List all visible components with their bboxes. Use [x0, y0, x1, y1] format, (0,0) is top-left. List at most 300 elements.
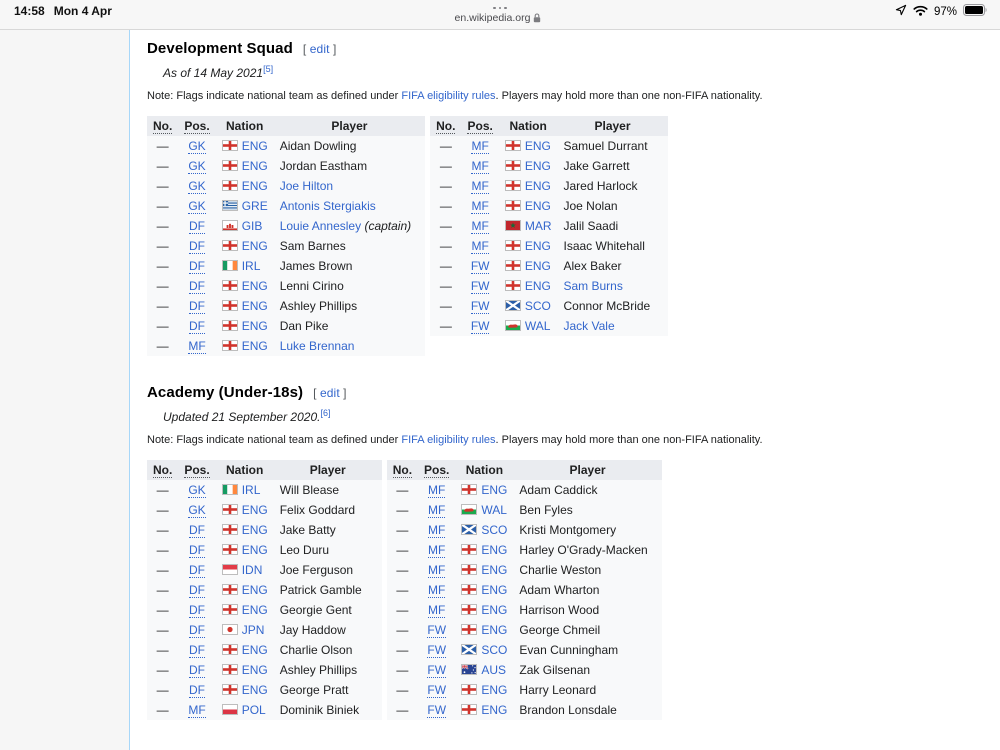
eng-flag-icon	[222, 140, 238, 151]
player-row	[147, 236, 425, 256]
player-row	[147, 296, 425, 316]
position-link[interactable]: DF	[189, 543, 206, 557]
player-name: Dominik Biniek	[279, 703, 360, 717]
player-number: —	[156, 703, 169, 717]
player-name: Jordan Eastham	[279, 159, 368, 173]
table-header-row	[387, 460, 662, 480]
player-row	[387, 500, 662, 520]
table-header-row	[147, 116, 425, 136]
player-number: —	[156, 523, 169, 537]
gre-flag-icon	[222, 200, 238, 211]
position-link[interactable]: FW	[427, 663, 447, 677]
browser-viewport	[0, 30, 1000, 750]
nation-link[interactable]: ENG	[241, 279, 268, 293]
nation-link[interactable]: WAL	[524, 319, 551, 333]
nation-link[interactable]: ENG	[241, 583, 268, 597]
nation-link[interactable]: JPN	[241, 623, 265, 637]
position-link[interactable]: MF	[471, 159, 489, 173]
reference-link[interactable]: [6]	[320, 408, 331, 418]
position-link[interactable]: DF	[189, 319, 206, 333]
battery-icon	[963, 4, 988, 19]
player-name: Adam Caddick	[519, 483, 598, 497]
nation-link[interactable]: AUS	[481, 663, 507, 677]
player-number: —	[156, 643, 169, 657]
table-header-row	[147, 460, 382, 480]
position-link[interactable]: MF	[428, 583, 446, 597]
player-name: Zak Gilsenan	[519, 663, 591, 677]
player-row	[430, 256, 667, 276]
column-header-player: Player	[558, 116, 668, 136]
player-number: —	[439, 239, 452, 253]
edit-section-link[interactable]: edit	[309, 42, 330, 56]
position-link[interactable]: FW	[470, 319, 490, 333]
player-name-link[interactable]: Sam Burns	[563, 279, 623, 293]
position-link[interactable]: FW	[470, 299, 490, 313]
edit-section: [ edit ]	[302, 42, 337, 56]
nation-link[interactable]: ENG	[241, 299, 268, 313]
player-number: —	[439, 199, 452, 213]
player-name: Patrick Gamble	[279, 583, 362, 597]
position-link[interactable]: DF	[189, 603, 206, 617]
player-row	[387, 620, 662, 640]
nation-link[interactable]: ENG	[241, 319, 268, 333]
player-number: —	[156, 219, 169, 233]
player-name: Leo Duru	[279, 543, 330, 557]
nation-link[interactable]: ENG	[241, 683, 268, 697]
nation-link[interactable]: GIB	[241, 219, 263, 233]
nation-link[interactable]: SCO	[524, 299, 551, 313]
player-number: —	[396, 483, 409, 497]
player-number: —	[439, 259, 452, 273]
player-row	[147, 256, 425, 276]
status-bar	[0, 0, 1000, 30]
position-link[interactable]: MF	[428, 503, 446, 517]
captain-note: (captain)	[361, 219, 412, 233]
eng-flag-icon	[461, 584, 477, 595]
reference-link[interactable]: [5]	[263, 64, 274, 74]
position-link[interactable]: MF	[428, 523, 446, 537]
section-title: Development Squad	[147, 40, 293, 57]
player-number: —	[156, 563, 169, 577]
column-header-pos: Pos.	[461, 116, 498, 136]
sco-flag-icon	[461, 644, 477, 655]
player-number: —	[439, 139, 452, 153]
player-name: Lenni Cirino	[279, 279, 344, 293]
position-link[interactable]: MF	[471, 199, 489, 213]
player-number: —	[439, 279, 452, 293]
player-row	[387, 560, 662, 580]
nation-link[interactable]: ENG	[241, 239, 268, 253]
nation-link[interactable]: ENG	[481, 703, 508, 717]
as-of-dateline: Updated 21 September 2020.[6]	[163, 408, 331, 424]
position-link[interactable]: MF	[188, 703, 206, 717]
nation-link[interactable]: ENG	[524, 199, 551, 213]
player-number: —	[156, 139, 169, 153]
player-name: Charlie Weston	[519, 563, 602, 577]
player-name-link[interactable]: Luke Brennan	[279, 339, 355, 353]
nation-link[interactable]: ENG	[481, 483, 508, 497]
nation-link[interactable]: ENG	[524, 179, 551, 193]
player-number: —	[156, 319, 169, 333]
player-row	[147, 700, 382, 720]
eng-flag-icon	[222, 544, 238, 555]
nation-link[interactable]: WAL	[481, 503, 507, 517]
gib-flag-icon	[222, 220, 238, 231]
column-header-pos: Pos.	[418, 460, 455, 480]
nation-link[interactable]: ENG	[481, 623, 508, 637]
player-name-link[interactable]: Joe Hilton	[279, 179, 334, 193]
nation-link[interactable]: ENG	[481, 683, 508, 697]
player-number: —	[396, 583, 409, 597]
column-header-pos: Pos.	[178, 116, 215, 136]
player-number: —	[156, 299, 169, 313]
player-row	[430, 176, 667, 196]
nation-link[interactable]: SCO	[481, 643, 508, 657]
player-name: Charlie Olson	[279, 643, 353, 657]
nation-link[interactable]: ENG	[524, 279, 551, 293]
eng-flag-icon	[222, 240, 238, 251]
player-name: Kristi Montgomery	[519, 523, 617, 537]
nation-link[interactable]: ENG	[241, 643, 268, 657]
player-name: Jake Batty	[279, 523, 336, 537]
nation-link[interactable]: ENG	[524, 259, 551, 273]
player-row	[147, 216, 425, 236]
squad-tables	[147, 116, 980, 356]
player-number: —	[439, 179, 452, 193]
player-row	[147, 540, 382, 560]
aus-flag-icon	[461, 664, 477, 675]
player-row	[430, 276, 667, 296]
player-name-link[interactable]: Louie Annesley	[279, 219, 362, 233]
nation-link[interactable]: ENG	[524, 139, 551, 153]
player-number: —	[156, 583, 169, 597]
lock-icon	[533, 13, 541, 23]
eng-flag-icon	[505, 200, 521, 211]
nation-link[interactable]: ENG	[241, 503, 268, 517]
eng-flag-icon	[222, 584, 238, 595]
eng-flag-icon	[222, 300, 238, 311]
player-row	[147, 156, 425, 176]
nation-link[interactable]: ENG	[241, 543, 268, 557]
player-number: —	[156, 159, 169, 173]
section-heading	[147, 40, 980, 57]
eng-flag-icon	[461, 624, 477, 635]
position-link[interactable]: DF	[189, 279, 206, 293]
article-content	[130, 30, 1000, 750]
position-link[interactable]: MF	[471, 239, 489, 253]
eng-flag-icon	[505, 260, 521, 271]
position-link[interactable]: MF	[428, 543, 446, 557]
nation-link[interactable]: ENG	[524, 239, 551, 253]
player-row	[147, 620, 382, 640]
jpn-flag-icon	[222, 624, 238, 635]
player-number: —	[396, 623, 409, 637]
squad-table	[387, 460, 662, 720]
irl-flag-icon	[222, 484, 238, 495]
position-link[interactable]: GK	[188, 139, 206, 153]
eng-flag-icon	[222, 280, 238, 291]
position-link[interactable]: DF	[189, 523, 206, 537]
player-row	[387, 700, 662, 720]
position-link[interactable]: GK	[188, 199, 206, 213]
player-row	[147, 316, 425, 336]
player-name: Jay Haddow	[279, 623, 346, 637]
status-time: 14:58	[14, 4, 45, 18]
player-name: Dan Pike	[279, 319, 329, 333]
player-number: —	[396, 703, 409, 717]
fifa-eligibility-rules-link[interactable]: FIFA eligibility rules	[401, 90, 496, 102]
player-row	[147, 560, 382, 580]
column-header-no: No.	[387, 460, 418, 480]
position-link[interactable]: MF	[471, 179, 489, 193]
nation-link[interactable]: ENG	[481, 543, 508, 557]
flags-note: Note: Flags indicate national team as defined under FIFA eligibility rules. Players may hold more than one non-FIFA nationality.	[147, 90, 763, 102]
player-row	[147, 176, 425, 196]
player-row	[430, 156, 667, 176]
pol-flag-icon	[222, 704, 238, 715]
player-name: George Chmeil	[519, 623, 601, 637]
position-link[interactable]: DF	[189, 683, 206, 697]
nation-link[interactable]: IRL	[241, 483, 261, 497]
address-bar[interactable]	[0, 3, 1000, 24]
location-icon	[895, 4, 907, 19]
player-row	[387, 680, 662, 700]
position-link[interactable]: DF	[189, 239, 206, 253]
column-header-nation: Nation	[499, 116, 558, 136]
column-header-no: No.	[147, 460, 178, 480]
position-link[interactable]: GK	[188, 179, 206, 193]
player-row	[147, 500, 382, 520]
column-header-no: No.	[430, 116, 461, 136]
column-header-nation: Nation	[216, 116, 274, 136]
player-number: —	[396, 683, 409, 697]
eng-flag-icon	[505, 280, 521, 291]
player-row	[147, 336, 425, 356]
player-name: Samuel Durrant	[563, 139, 648, 153]
squad-section	[147, 40, 980, 356]
position-link[interactable]: MF	[188, 339, 206, 353]
player-number: —	[156, 339, 169, 353]
wal-flag-icon	[461, 504, 477, 515]
player-name: Ashley Phillips	[279, 299, 358, 313]
mar-flag-icon	[505, 220, 521, 231]
eng-flag-icon	[505, 140, 521, 151]
position-link[interactable]: MF	[428, 603, 446, 617]
position-link[interactable]: MF	[428, 563, 446, 577]
nation-link[interactable]: POL	[241, 703, 266, 717]
nation-link[interactable]: ENG	[481, 583, 508, 597]
player-name: Connor McBride	[563, 299, 651, 313]
nation-link[interactable]: ENG	[481, 563, 508, 577]
page-actions-dots-icon[interactable]	[0, 3, 1000, 9]
eng-flag-icon	[222, 644, 238, 655]
nation-link[interactable]: ENG	[241, 339, 268, 353]
nation-link[interactable]: GRE	[241, 199, 268, 213]
player-row	[430, 196, 667, 216]
player-number: —	[396, 603, 409, 617]
player-name: Isaac Whitehall	[563, 239, 645, 253]
player-row	[430, 136, 667, 156]
player-number: —	[156, 279, 169, 293]
player-number: —	[156, 503, 169, 517]
player-number: —	[156, 179, 169, 193]
player-row	[387, 580, 662, 600]
position-link[interactable]: FW	[470, 259, 490, 273]
eng-flag-icon	[505, 240, 521, 251]
nation-link[interactable]: ENG	[524, 159, 551, 173]
player-number: —	[396, 643, 409, 657]
position-link[interactable]: FW	[427, 703, 447, 717]
player-name-link[interactable]: Antonis Stergiakis	[279, 199, 376, 213]
position-link[interactable]: DF	[189, 563, 206, 577]
player-name-link[interactable]: Jack Vale	[563, 319, 615, 333]
player-number: —	[156, 483, 169, 497]
player-name: Harrison Wood	[519, 603, 600, 617]
player-name: Will Blease	[279, 483, 340, 497]
status-date: Mon 4 Apr	[53, 4, 112, 18]
player-number: —	[396, 503, 409, 517]
player-number: —	[396, 543, 409, 557]
nation-link[interactable]: SCO	[481, 523, 508, 537]
player-name: Adam Wharton	[519, 583, 600, 597]
nation-link[interactable]: IDN	[241, 563, 263, 577]
nation-link[interactable]: ENG	[241, 179, 268, 193]
nation-link[interactable]: ENG	[241, 603, 268, 617]
player-number: —	[439, 159, 452, 173]
eng-flag-icon	[461, 564, 477, 575]
eng-flag-icon	[505, 160, 521, 171]
player-number: —	[156, 239, 169, 253]
wifi-icon	[913, 5, 928, 19]
player-row	[387, 600, 662, 620]
position-link[interactable]: DF	[189, 259, 206, 273]
eng-flag-icon	[222, 160, 238, 171]
position-link[interactable]: MF	[428, 483, 446, 497]
eng-flag-icon	[505, 180, 521, 191]
nation-link[interactable]: IRL	[241, 259, 261, 273]
position-link[interactable]: DF	[189, 583, 206, 597]
player-name: Jake Garrett	[563, 159, 630, 173]
idn-flag-icon	[222, 564, 238, 575]
player-number: —	[156, 259, 169, 273]
player-number: —	[439, 219, 452, 233]
position-link[interactable]: FW	[427, 643, 447, 657]
player-row	[387, 640, 662, 660]
edit-section-link[interactable]: edit	[320, 386, 340, 400]
player-row	[147, 640, 382, 660]
player-name: Harry Leonard	[519, 683, 597, 697]
position-link[interactable]: FW	[427, 683, 447, 697]
section-heading	[147, 384, 980, 401]
eng-flag-icon	[222, 340, 238, 351]
player-name: Georgie Gent	[279, 603, 352, 617]
player-name: Sam Barnes	[279, 239, 346, 253]
player-number: —	[156, 683, 169, 697]
player-name: Joe Nolan	[563, 199, 618, 213]
player-name: Alex Baker	[563, 259, 622, 273]
as-of-dateline: As of 14 May 2021[5]	[163, 64, 274, 80]
position-link[interactable]: DF	[189, 623, 206, 637]
player-row	[147, 196, 425, 216]
column-header-player: Player	[274, 460, 382, 480]
status-right	[895, 4, 988, 19]
player-row	[430, 296, 667, 316]
eng-flag-icon	[222, 180, 238, 191]
eng-flag-icon	[461, 544, 477, 555]
player-name: George Pratt	[279, 683, 349, 697]
player-row	[147, 136, 425, 156]
sidebar-area	[0, 30, 130, 750]
position-link[interactable]: DF	[189, 643, 206, 657]
player-row	[147, 520, 382, 540]
player-row	[387, 520, 662, 540]
table-header-row	[430, 116, 667, 136]
player-name: Felix Goddard	[279, 503, 356, 517]
player-name: Harley O'Grady-Macken	[519, 543, 648, 557]
position-link[interactable]: FW	[427, 623, 447, 637]
player-name: Brandon Lonsdale	[519, 703, 617, 717]
player-number: —	[396, 563, 409, 577]
position-link[interactable]: FW	[470, 279, 490, 293]
player-row	[387, 480, 662, 500]
position-link[interactable]: GK	[188, 159, 206, 173]
squad-tables	[147, 460, 980, 720]
edit-section: [ edit ]	[313, 386, 347, 400]
player-row	[387, 540, 662, 560]
eng-flag-icon	[222, 524, 238, 535]
player-row	[147, 276, 425, 296]
position-link[interactable]: GK	[188, 483, 206, 497]
nation-link[interactable]: ENG	[241, 159, 268, 173]
sco-flag-icon	[461, 524, 477, 535]
position-link[interactable]: DF	[189, 299, 206, 313]
eng-flag-icon	[461, 684, 477, 695]
position-link[interactable]: DF	[189, 219, 206, 233]
nation-link[interactable]: ENG	[241, 139, 268, 153]
wal-flag-icon	[505, 320, 521, 331]
player-number: —	[396, 663, 409, 677]
position-link[interactable]: DF	[189, 663, 206, 677]
player-row	[147, 600, 382, 620]
player-name: Aidan Dowling	[279, 139, 357, 153]
eng-flag-icon	[461, 704, 477, 715]
player-name: Jared Harlock	[563, 179, 638, 193]
column-header-nation: Nation	[216, 460, 274, 480]
column-header-player: Player	[513, 460, 661, 480]
nation-link[interactable]: ENG	[241, 663, 268, 677]
fifa-eligibility-rules-link[interactable]: FIFA eligibility rules	[401, 434, 496, 446]
player-row	[430, 236, 667, 256]
player-number: —	[156, 603, 169, 617]
nation-link[interactable]: ENG	[481, 603, 508, 617]
position-link[interactable]: MF	[471, 219, 489, 233]
player-name: Joe Ferguson	[279, 563, 354, 577]
player-row	[387, 660, 662, 680]
eng-flag-icon	[461, 604, 477, 615]
player-row	[430, 216, 667, 236]
nation-link[interactable]: MAR	[524, 219, 552, 233]
player-name: Ben Fyles	[519, 503, 573, 517]
player-number: —	[156, 663, 169, 677]
section-title: Academy (Under-18s)	[147, 384, 304, 401]
position-link[interactable]: MF	[471, 139, 489, 153]
position-link[interactable]: GK	[188, 503, 206, 517]
player-number: —	[396, 523, 409, 537]
nation-link[interactable]: ENG	[241, 523, 268, 537]
address-url[interactable]: en.wikipedia.org	[454, 12, 531, 24]
player-row	[147, 480, 382, 500]
flags-note: Note: Flags indicate national team as defined under FIFA eligibility rules. Players may hold more than one non-FIFA nationality.	[147, 434, 763, 446]
